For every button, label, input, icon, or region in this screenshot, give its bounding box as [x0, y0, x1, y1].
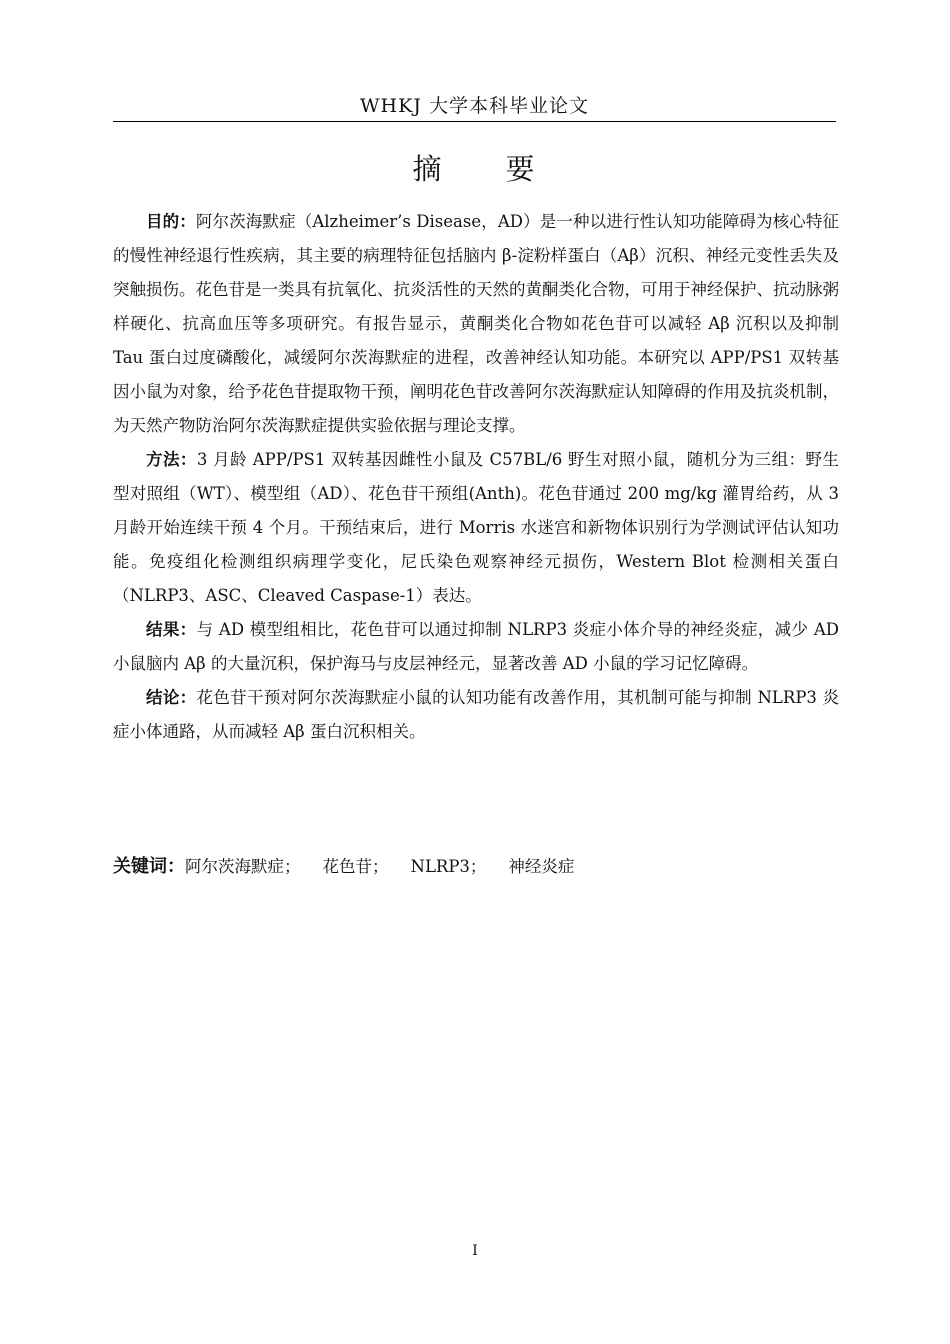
abstract-paragraph-conclusion: [113, 681, 839, 749]
keywords-line: [113, 850, 596, 884]
keyword-item: 神经炎症: [508, 857, 575, 876]
keywords-label: 关键词：: [113, 856, 185, 877]
results-label: 结果：: [146, 620, 197, 639]
header-rule: [113, 121, 836, 122]
abstract-body: [113, 205, 839, 749]
running-header: WHKJ 大学本科毕业论文: [360, 95, 589, 117]
results-text: 与 AD 模型组相比，花色苷可以通过抑制 NLRP3 炎症小体介导的神经炎症，减少 AD 小鼠脑内 Aβ 的大量沉积，保护海马与皮层神经元，显著改善 AD 小鼠的学习记忆障碍。: [113, 620, 840, 673]
conclusion-label: 结论：: [146, 688, 197, 707]
page-title: 摘 要: [412, 152, 537, 186]
methods-text: 3 月龄 APP/PS1 双转基因雌性小鼠及 C57BL/6 野生对照小鼠，随机分为三组：野生型对照组（WT）、模型组（AD）、花色苷干预组(Anth)。花色苷通过 200 mg/kg 灌胃给药，从 3 月龄开始连续干预 4 个月。干预结束后，进行 Morris 水迷宫和新物体识别行为学测试评估认知功能。免疫组化检测组织病理学变化，尼氏染色观察神经元损伤，Western Blot 检测相关蛋白（NLRP3、ASC、Cleaved Caspase-1）表达。: [113, 450, 839, 605]
purpose-label: 目的：: [146, 212, 196, 231]
keyword-item: 花色苷；: [322, 857, 389, 876]
conclusion-text: 花色苷干预对阿尔茨海默症小鼠的认知功能有改善作用，其机制可能与抑制 NLRP3 炎症小体通路，从而减轻 Aβ 蛋白沉积相关。: [113, 688, 839, 741]
methods-label: 方法：: [146, 450, 197, 469]
abstract-paragraph-methods: [113, 443, 839, 613]
abstract-paragraph-results: [113, 613, 839, 681]
abstract-paragraph-purpose: [113, 205, 839, 443]
keyword-item: NLRP3；: [410, 857, 487, 876]
keyword-item: 阿尔茨海默症；: [185, 857, 301, 876]
purpose-text: 阿尔茨海默症（Alzheimer’s Disease，AD）是一种以进行性认知功能障碍为核心特征的慢性神经退行性疾病，其主要的病理特征包括脑内 β-淀粉样蛋白（Aβ）沉积、神经元变性丢失及突触损伤。花色苷是一类具有抗氧化、抗炎活性的天然的黄酮类化合物，可用于神经保护、抗动脉粥样硬化、抗高血压等多项研究。有报告显示，黄酮类化合物如花色苷可以减轻 Aβ 沉积以及抑制 Tau 蛋白过度磷酸化，减缓阿尔茨海默症的进程，改善神经认知功能。本研究以 APP/PS1 双转基因小鼠为对象，给予花色苷提取物干预，阐明花色苷改善阿尔茨海默症认知障碍的作用及抗炎机制，为天然产物防治阿尔茨海默症提供实验依据与理论支撑。: [113, 212, 840, 435]
page-number: I: [472, 1243, 478, 1259]
